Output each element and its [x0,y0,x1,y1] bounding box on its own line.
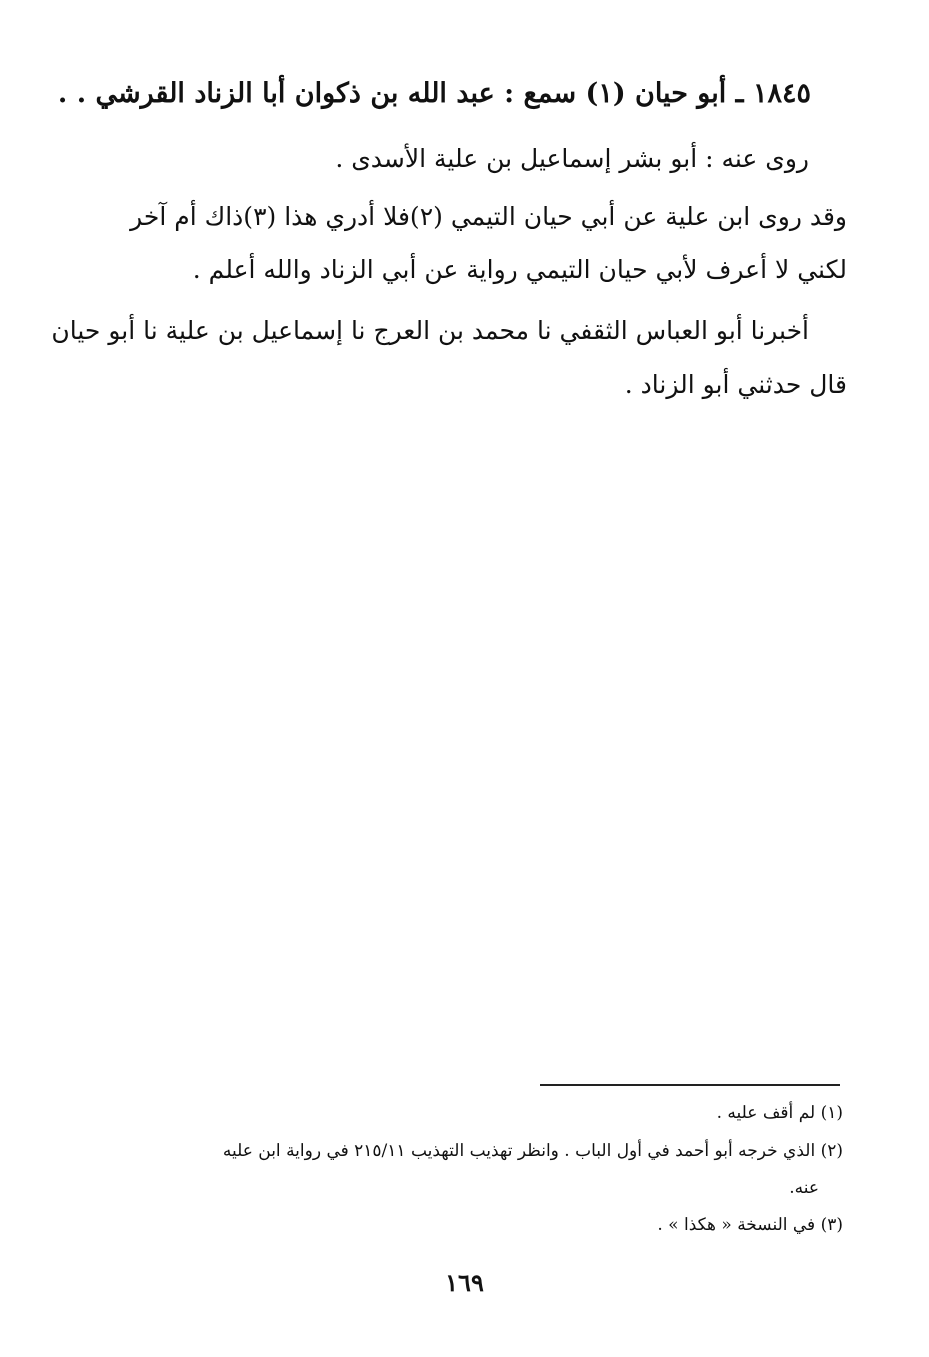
footnote-2-continuation: عنه. [789,1178,819,1198]
body-line-4: أخبرنا أبو العباس الثقفي نا محمد بن العرج نا إسماعيل بن علية نا أبو حيان [51,316,809,345]
body-line-1: روى عنه : أبو بشر إسماعيل بن علية الأسدى . [335,144,809,173]
body-line-3: لكني لا أعرف لأبي حيان التيمي رواية عن أبي الزناد والله أعلم . [192,255,847,284]
body-line-2: وقد روى ابن علية عن أبي حيان التيمي (٢)فلا أدري هذا (٣)ذاك أم آخر [130,202,847,231]
entry-heading: ١٨٤٥ ـ أبو حيان (١) سمع : عبد الله بن ذكوان أبا الزناد القرشي . . [57,78,811,109]
footnote-2: (٢) الذي خرجه أبو أحمد في أول الباب . وانظر تهذيب التهذيب ٢١٥/١١ في رواية ابن عليه [222,1141,843,1161]
footnote-divider [540,1084,840,1086]
footnote-3: (٣) في النسخة « هكذا » . [657,1215,843,1235]
body-line-5: قال حدثني أبو الزناد . [624,370,847,399]
page-number: ١٦٩ [445,1268,484,1297]
footnote-1: (١) لم أقف عليه . [716,1103,843,1123]
